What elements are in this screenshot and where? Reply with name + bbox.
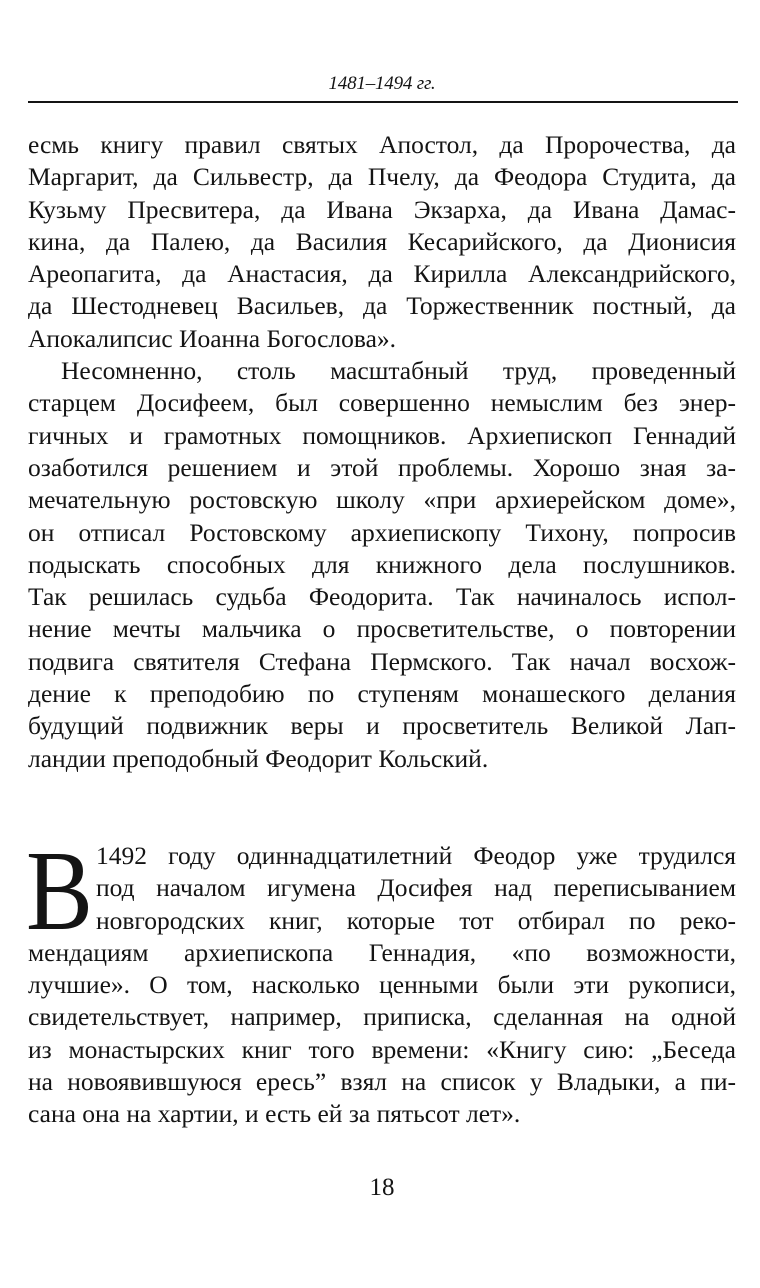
running-head: 1481–1494 гг. (328, 73, 436, 94)
text-line: сана она на хартии, и есть ей за пятьсот лет». (28, 1099, 521, 1129)
text-block-new-section (26, 827, 736, 1131)
drop-cap-container (26, 827, 93, 954)
text-line: мендациям архиепископа Геннадия, «по возможности, (28, 937, 736, 967)
page-number: 18 (369, 1174, 395, 1201)
drop-cap: В (26, 827, 93, 954)
text-line: Маргарит, да Сильвестр, да Пчелу, да Феодора Студита, да (28, 162, 736, 192)
text-line: ландии преподобный Феодорит Кольский. (28, 743, 489, 773)
header-rule (28, 101, 738, 103)
text-block-continuation (28, 129, 736, 775)
text-line: старцем Досифеем, был совершенно немыслим без энер- (28, 388, 736, 418)
text-line: он отписал Ростовскому архиепископу Тихону, попросив (28, 517, 736, 547)
text-line: озаботился решением и этой проблемы. Хорошо зная за- (28, 452, 736, 482)
text-line: нение мечты мальчика о просветительстве, о повторении (28, 614, 736, 644)
text-line: новгородских книг, которые тот отбирал по реко- (96, 905, 736, 935)
book-page (28, 0, 736, 1288)
text-line: подыскать способных для книжного дела послушников. (28, 549, 736, 579)
text-line: кина, да Палею, да Василия Кесарийского, да Дионисия (28, 226, 736, 256)
paragraph-first-line: Несомненно, столь масштабный труд, проведенный (61, 356, 736, 386)
text-line: лучшие». О том, насколько ценными были эти рукописи, (28, 970, 736, 1000)
text-line: Апокалипсис Иоанна Богослова». (28, 323, 397, 353)
text-line: есмь книгу правил святых Апостол, да Пророчества, да (28, 130, 736, 159)
text-line: да Шестодневец Васильев, да Торжественник постный, да (28, 291, 736, 321)
text-line: из монастырских книг того времени: «Книгу сию: „Беседа (28, 1034, 736, 1064)
text-line: свидетельствует, например, приписка, сделанная на одной (28, 1002, 736, 1032)
text-line: мечательную ростовскую школу «при архиерейском доме», (28, 485, 736, 515)
text-line: подвига святителя Стефана Пермского. Так начал восхож- (28, 646, 736, 676)
text-line: Ареопагита, да Анастасия, да Кирилла Александрийского, (28, 259, 736, 289)
text-line: под началом игумена Досифея над переписыванием (96, 873, 736, 903)
text-line: 1492 году одиннадцатилетний Феодор уже трудился (96, 841, 736, 870)
text-line: Так решилась судьба Феодорита. Так начиналось испол- (28, 582, 736, 612)
text-line: будущий подвижник веры и просветитель Великой Лап- (28, 711, 736, 741)
text-line: Кузьму Пресвитера, да Ивана Экзарха, да Ивана Дамас- (28, 194, 736, 224)
text-line: на новоявившуюся ересь” взял на список у Владыки, а пи- (28, 1067, 736, 1097)
text-line: гичных и грамотных помощников. Архиепископ Геннадий (28, 420, 736, 450)
text-line: дение к преподобию по ступеням монашеского делания (28, 679, 736, 709)
